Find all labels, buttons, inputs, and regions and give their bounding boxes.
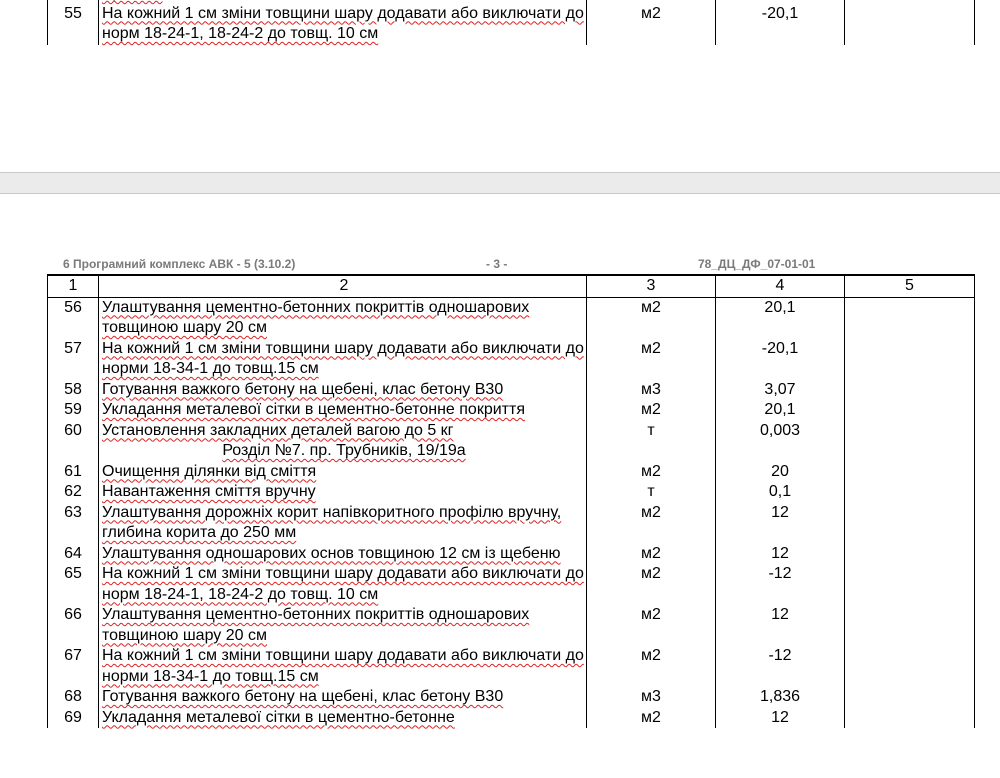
row-unit: т: [587, 421, 716, 442]
row-quantity: -12: [716, 646, 845, 687]
row-quantity: 12: [716, 544, 845, 565]
document-page-current: [0, 194, 1000, 778]
table-row: [48, 400, 975, 421]
row-unit: м2: [587, 544, 716, 565]
table-row: [48, 564, 975, 605]
table-row: [48, 544, 975, 565]
row-description-text: Улаштування цементно-бетонних покриттів одношарових товщиною шару 20 см: [102, 298, 530, 336]
row-col5: [845, 687, 975, 708]
row-description: [99, 503, 587, 544]
row-description-text: Установлення закладних деталей вагою до 5 кг: [102, 421, 454, 439]
row-col5: [845, 400, 975, 421]
estimate-table: [47, 274, 975, 728]
row-description: [99, 4, 587, 45]
row-quantity: 12: [716, 503, 845, 544]
section-row-number: [48, 441, 99, 462]
row-unit: м2: [587, 339, 716, 380]
row-quantity: 0,003: [716, 421, 845, 442]
table-row: [48, 339, 975, 380]
row-unit: м2: [587, 462, 716, 483]
section-row-col5: [845, 441, 975, 462]
row-col5: [845, 380, 975, 401]
row-description: [99, 646, 587, 687]
row-number: 61: [48, 462, 99, 483]
row-quantity: 3,07: [716, 380, 845, 401]
row-description-text: Укладання металевої сітки в цементно-бетонне покриття: [102, 401, 525, 418]
row-description: [99, 687, 587, 708]
row-unit: м2: [587, 564, 716, 605]
row-description-text: На кожний 1 см зміни товщини шару додавати або виключати до норм 18-24-1, 18-24-2 до товщ. 10 см: [102, 565, 584, 603]
row-unit: м2: [587, 503, 716, 544]
row-description: [99, 421, 587, 442]
row-col5: [845, 421, 975, 442]
table-row: [48, 482, 975, 503]
row-col5: [845, 297, 975, 339]
table-row: [48, 503, 975, 544]
row-number: 66: [48, 605, 99, 646]
row-col5: [845, 462, 975, 483]
row-col5: [845, 708, 975, 729]
header-document-code: 78_ДЦ_ДФ_07-01-01: [698, 257, 816, 271]
row-col5: [845, 564, 975, 605]
row-col5: [845, 482, 975, 503]
col-header-2: 2: [99, 275, 587, 297]
row-quantity: 20,1: [716, 297, 845, 339]
row-unit: м2: [587, 4, 716, 45]
row-quantity: -20,1: [716, 4, 845, 45]
row-unit: м3: [587, 380, 716, 401]
row-number: 62: [48, 482, 99, 503]
section-heading-text: Розділ №7. пр. Трубників, 19/19а: [222, 442, 466, 459]
estimate-table-previous: [47, 0, 975, 45]
row-col5: [845, 4, 975, 45]
row-unit: м2: [587, 400, 716, 421]
row-description-text: Улаштування дорожніх корит напівкоритного профілю вручну, глибина корита до 250 мм: [102, 503, 562, 541]
column-number-row: [48, 275, 975, 297]
row-col5: [845, 339, 975, 380]
row-quantity: 20: [716, 462, 845, 483]
row-description-text: Улаштування цементно-бетонних покриттів одношарових товщиною шару 20 см: [102, 606, 530, 644]
row-description: [99, 605, 587, 646]
col-header-5: 5: [845, 275, 975, 297]
row-number: 69: [48, 708, 99, 729]
row-number: 58: [48, 380, 99, 401]
table-row: [48, 462, 975, 483]
section-heading: [99, 441, 587, 462]
section-row-unit: [587, 441, 716, 462]
row-quantity: -20,1: [716, 339, 845, 380]
row-description: [99, 339, 587, 380]
row-number: 63: [48, 503, 99, 544]
row-unit: м2: [587, 708, 716, 729]
table-row: [48, 421, 975, 442]
row-description-text: Очищення ділянки від сміття: [102, 462, 317, 480]
row-description-text: Улаштування одношарових основ товщиною 12 см із щебеню: [102, 544, 561, 562]
row-description: [99, 708, 587, 729]
col-header-3: 3: [587, 275, 716, 297]
row-description: [99, 482, 587, 503]
row-col5: [845, 503, 975, 544]
row-description-text: Навантаження сміття вручну: [102, 483, 316, 500]
row-unit: т: [587, 482, 716, 503]
page-separator: [0, 172, 1000, 194]
col-header-4: 4: [716, 275, 845, 297]
row-number: 56: [48, 297, 99, 339]
row-number: 55: [48, 4, 99, 45]
col-header-1: 1: [48, 275, 99, 297]
row-description-text: [102, 0, 162, 1]
document-page-previous: [0, 0, 1000, 172]
row-col5: [845, 544, 975, 565]
row-description: [99, 297, 587, 339]
row-description: [99, 462, 587, 483]
row-quantity: 12: [716, 605, 845, 646]
row-description-text: На кожний 1 см зміни товщини шару додавати або виключати до норми 18-34-1 до товщ.15 см: [102, 647, 584, 685]
row-unit: м3: [587, 687, 716, 708]
row-unit: м2: [587, 605, 716, 646]
row-description-text: Укладання металевої сітки в цементно-бетонне: [102, 708, 455, 726]
row-number: 68: [48, 687, 99, 708]
row-number: 67: [48, 646, 99, 687]
row-col5: [845, 605, 975, 646]
row-quantity: 0,1: [716, 482, 845, 503]
row-quantity: 1,836: [716, 687, 845, 708]
row-number: 57: [48, 339, 99, 380]
section-row-quantity: [716, 441, 845, 462]
row-quantity: 12: [716, 708, 845, 729]
row-number: 64: [48, 544, 99, 565]
row-description-text: На кожний 1 см зміни товщини шару додавати або виключати до норм 18-24-1, 18-24-2 до товщ. 10 см: [102, 4, 584, 42]
table-row: [48, 687, 975, 708]
row-description: [99, 544, 587, 565]
table-row: [48, 605, 975, 646]
table-row: [48, 646, 975, 687]
table-row: [48, 708, 975, 729]
row-quantity: 20,1: [716, 400, 845, 421]
row-description: [99, 564, 587, 605]
table-row: [48, 297, 975, 339]
table-row: [48, 4, 975, 45]
row-description: [99, 400, 587, 421]
row-col5: [845, 646, 975, 687]
row-unit: м2: [587, 297, 716, 339]
row-description-text: Готування важкого бетону на щебені, клас бетону В30: [102, 688, 504, 705]
row-number: 59: [48, 400, 99, 421]
row-description-text: Готування важкого бетону на щебені, клас бетону В30: [102, 380, 504, 398]
section-row: [48, 441, 975, 462]
row-quantity: -12: [716, 564, 845, 605]
row-description-text: На кожний 1 см зміни товщини шару додавати або виключати до норми 18-34-1 до товщ.15 см: [102, 339, 584, 377]
row-number: 60: [48, 421, 99, 442]
table-row: [48, 380, 975, 401]
row-description: [99, 380, 587, 401]
header-page-number: - 3 -: [486, 257, 508, 271]
page-header: [63, 257, 900, 273]
row-number: 65: [48, 564, 99, 605]
row-unit: м2: [587, 646, 716, 687]
header-program-name: 6 Програмний комплекс АВК - 5 (3.10.2): [63, 257, 296, 271]
